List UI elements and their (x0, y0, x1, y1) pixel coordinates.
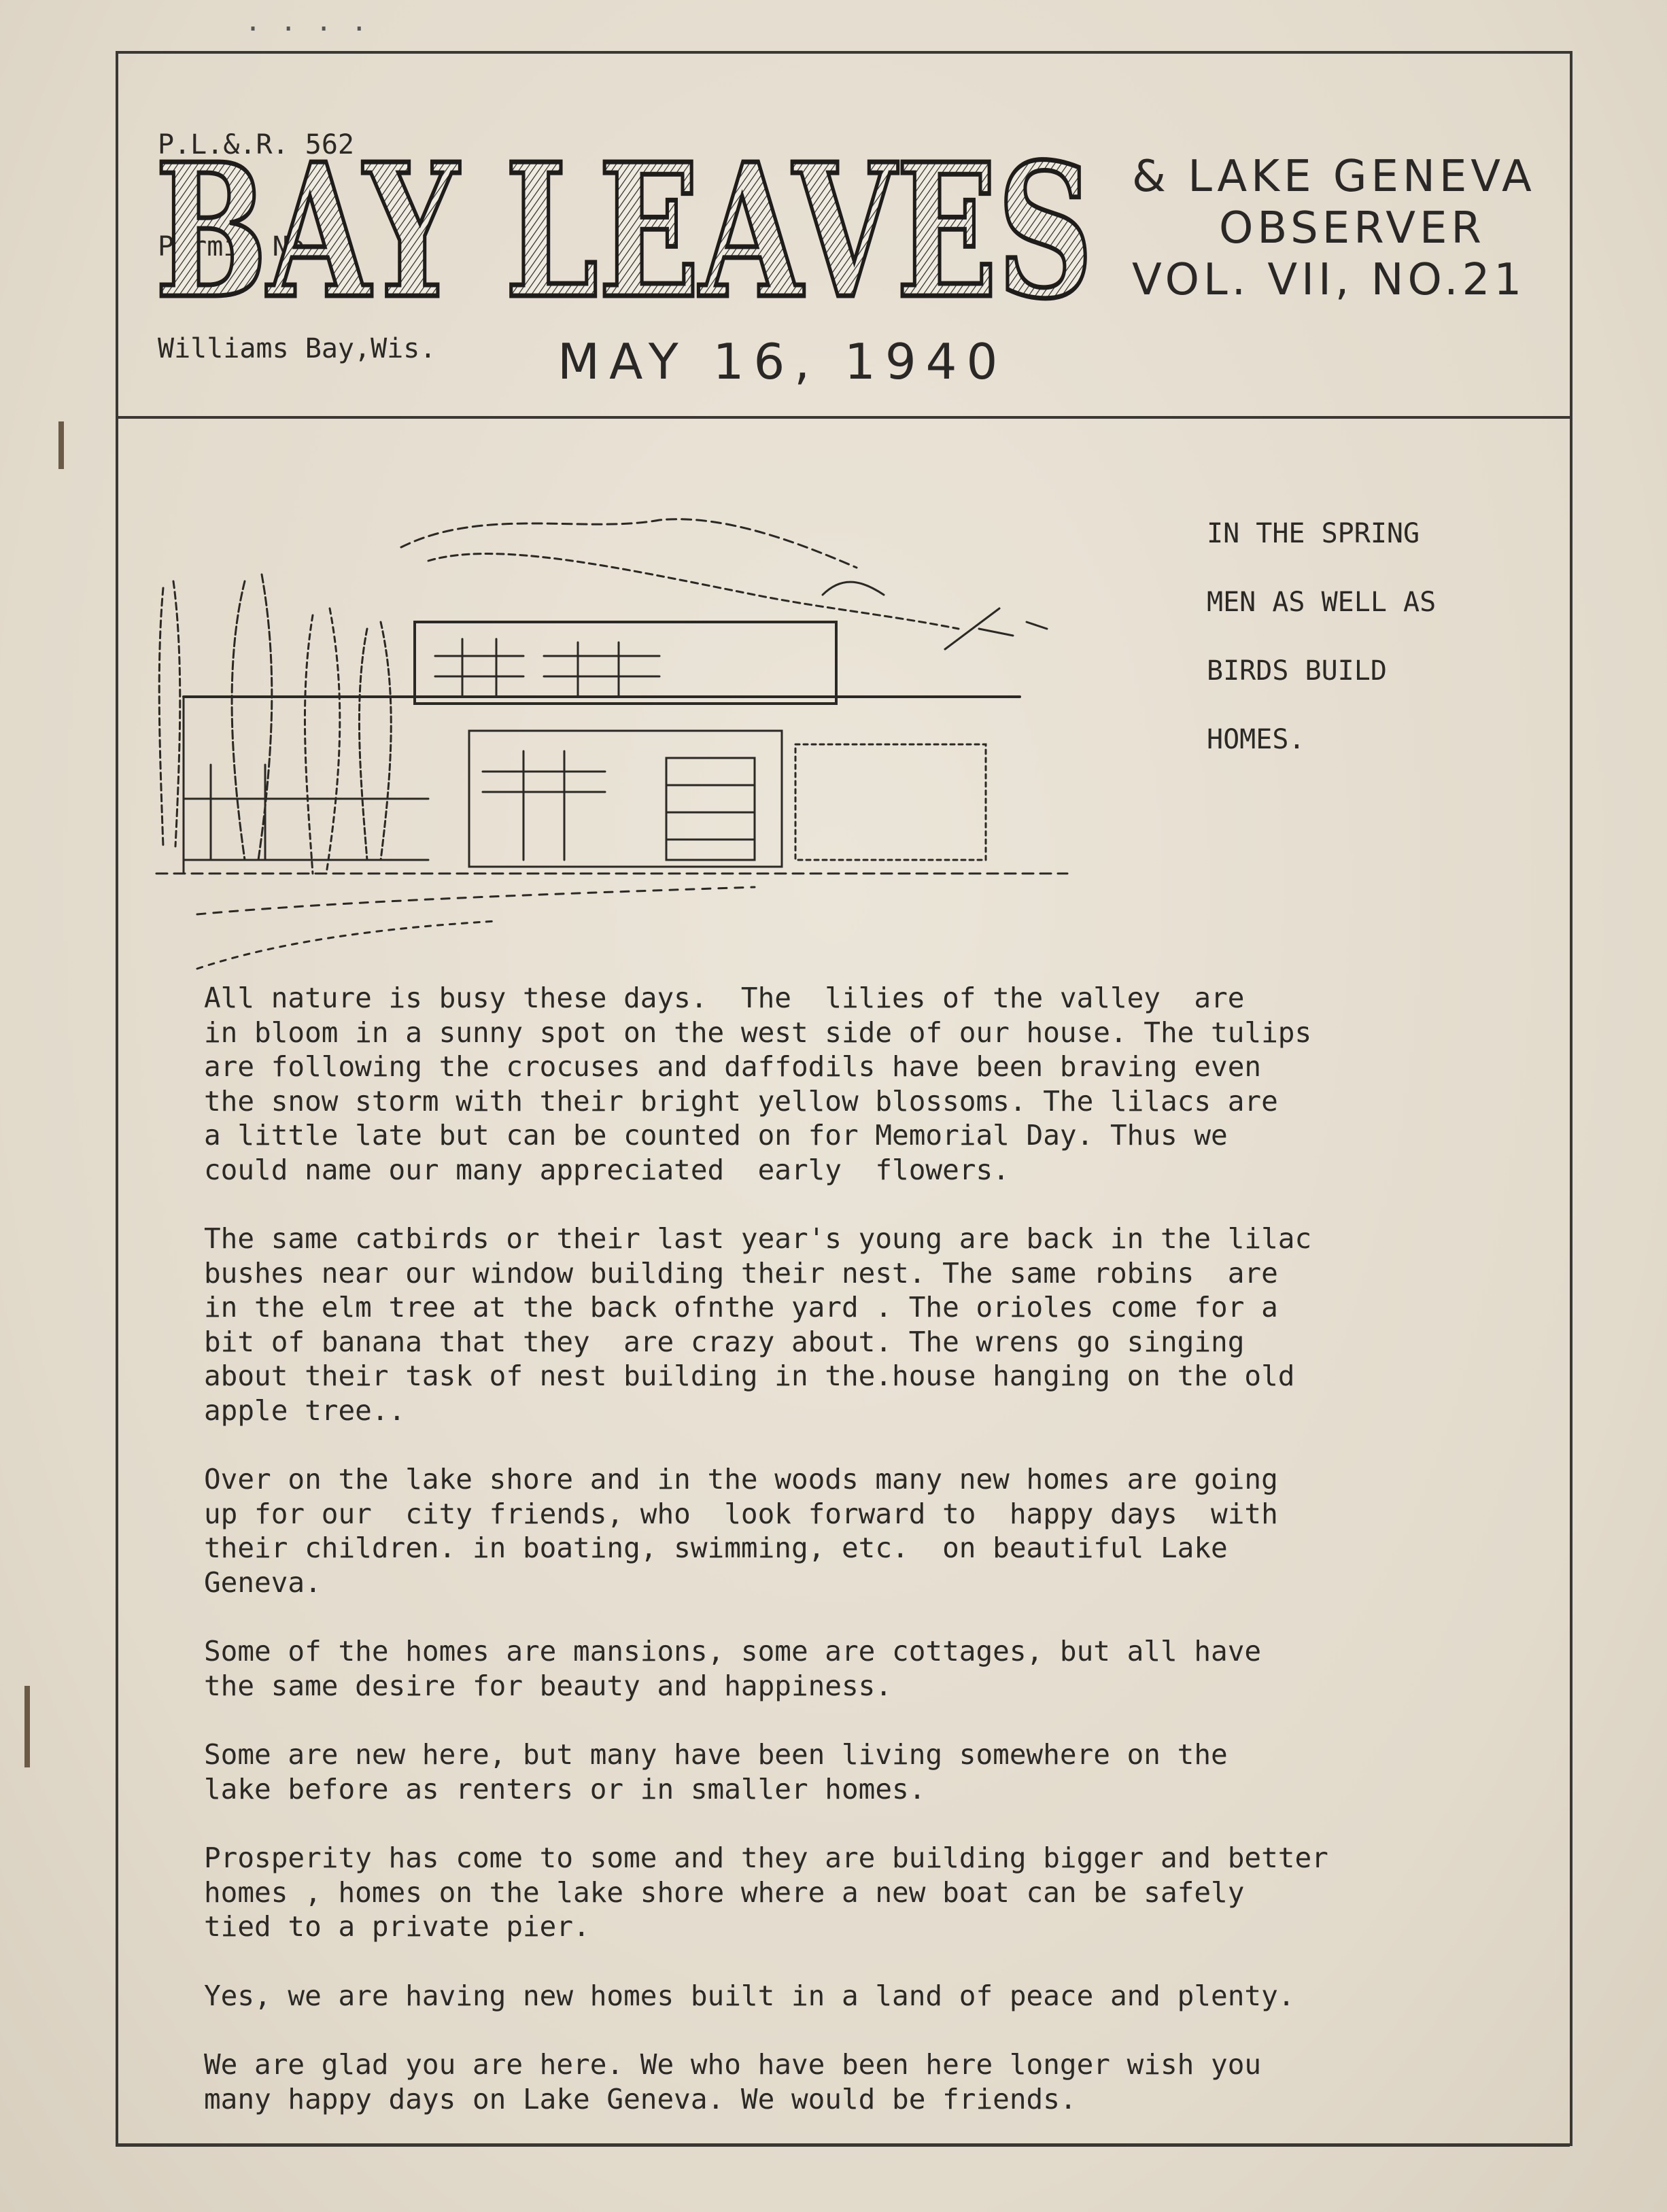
caption-line: IN THE SPRING (1207, 518, 1420, 549)
caption-line: MEN AS WELL AS (1207, 587, 1437, 618)
illustration-caption (1207, 500, 1436, 774)
caption-line: BIRDS BUILD (1207, 655, 1387, 687)
masthead-subtitle (1132, 151, 1567, 306)
article-line: bit of banana that they are crazy about. The wrens go singing (204, 1325, 1245, 1358)
article-line: could name our many appreciated early flowers. (204, 1153, 1010, 1186)
article-paragraph (204, 1462, 1564, 1600)
permit-line: Williams Bay,Wis. (158, 333, 436, 364)
article-line: many happy days on Lake Geneva. We would be friends. (204, 2082, 1077, 2115)
article-paragraph (204, 1841, 1564, 1944)
article-line: their children. in boating, swimming, etc. on beautiful Lake (204, 1532, 1228, 1564)
article-line: The same catbirds or their last year's young are back in the lilac (204, 1222, 1312, 1255)
volume-number: VOL. VII, NO.21 (1132, 255, 1526, 305)
article-line: bushes near our window building their nest. The same robins are (204, 1256, 1278, 1290)
article-line: in the elm tree at the back ofnthe yard . The orioles come for a (204, 1291, 1278, 1324)
article-line: We are glad you are here. We who have been here longer wish you (204, 2048, 1262, 2081)
article-paragraph (204, 2047, 1564, 2116)
page-edge-mark (24, 1686, 30, 1767)
article-line: about their task of nest building in the.house hanging on the old (204, 1360, 1295, 1392)
masthead-lettering: BAY LEAVES (155, 139, 1093, 323)
article-line: Prosperity has come to some and they are building bigger and better (204, 1842, 1328, 1874)
article-line: Over on the lake shore and in the woods many new homes are going (204, 1463, 1278, 1496)
article-line: a little late but can be counted on for Memorial Day. Thus we (204, 1119, 1228, 1152)
article-line: Some of the homes are mansions, some are cottages, but all have (204, 1635, 1262, 1667)
article-body (204, 981, 1564, 2151)
article-line: Yes, we are having new homes built in a land of peace and plenty. (204, 1979, 1295, 2012)
article-line: lake before as renters or in smaller homes. (204, 1772, 926, 1805)
article-line: the snow storm with their bright yellow blossoms. The lilacs are (204, 1084, 1278, 1118)
page-edge-mark (58, 421, 64, 469)
house-sketch-icon (143, 493, 1142, 982)
article-paragraph (204, 1979, 1564, 2014)
punch-dots: ···· (245, 14, 387, 45)
top-rule (116, 51, 1570, 54)
article-line: up for our city friends, who look forward to happy days with (204, 1497, 1278, 1530)
caption-line: HOMES. (1207, 724, 1305, 755)
article-paragraph (204, 981, 1564, 1187)
article-line: tied to a private pier. (204, 1910, 590, 1943)
permit-line: Permit No. 1 (158, 231, 354, 262)
article-paragraph (204, 1738, 1564, 1806)
article-line: homes , homes on the lake shore where a new boat can be safely (204, 1876, 1245, 1909)
article-line: in bloom in a sunny spot on the west side of our house. The tulips (204, 1016, 1312, 1049)
article-line: Geneva. (204, 1566, 322, 1599)
subtitle-line: & LAKE GENEVA (1132, 152, 1536, 202)
article-paragraph (204, 1222, 1564, 1428)
article-line: apple tree.. (204, 1394, 406, 1427)
article-line: the same desire for beauty and happiness. (204, 1669, 893, 1702)
article-line: All nature is busy these days. The lilies of the valley are (204, 982, 1245, 1014)
article-line: are following the crocuses and daffodils have been braving even (204, 1050, 1262, 1083)
issue-date: MAY 16, 1940 (557, 333, 1008, 390)
article-line: Some are new here, but many have been living somewhere on the (204, 1738, 1228, 1771)
article-paragraph (204, 1634, 1564, 1703)
masthead-title (155, 139, 1107, 323)
permit-line: P.L.&.R. 562 (158, 129, 354, 160)
subtitle-line: OBSERVER (1219, 203, 1485, 254)
